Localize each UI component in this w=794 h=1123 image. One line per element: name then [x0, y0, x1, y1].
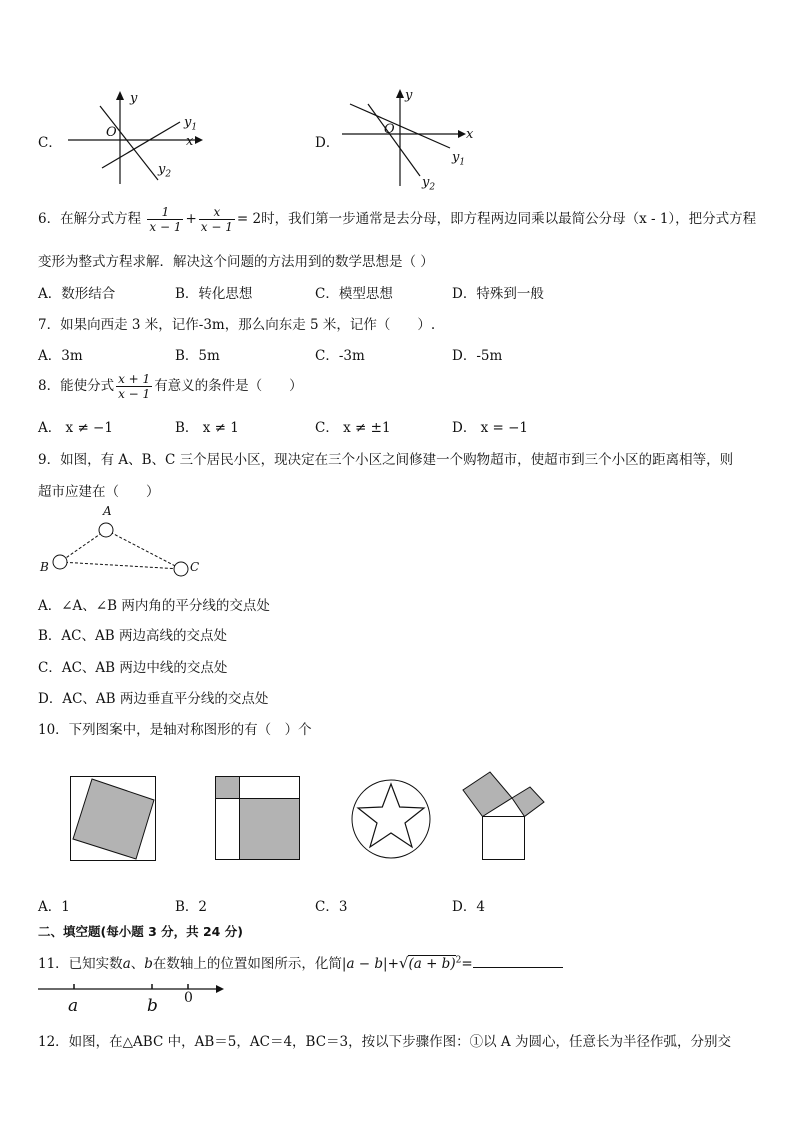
- q10-option-b: B．2: [175, 899, 208, 915]
- q9-option-d: D．AC、AB 两边垂直平分线的交点处: [38, 691, 269, 707]
- q7-text: 7．如果向西走 3 米，记作-3m，那么向东走 5 米，记作（ ）.: [38, 317, 436, 333]
- q5-c-y1: $y_1$: [184, 115, 198, 133]
- q5-option-d-label: D．: [315, 135, 340, 151]
- q10-option-d: D．4: [452, 899, 485, 915]
- q5-d-y1: $y_1$: [452, 150, 466, 168]
- q9-option-b: B．AC、AB 两边高线的交点处: [38, 628, 227, 644]
- q6-line1: 6．在解分式方程 $\frac{1}{x - 1}$ + $\frac{x}{x - 1}$ = 2时，我们第一步通常是去分母，即方程两边同乘以最简公分母（x - 1），把分式方程: [38, 205, 757, 234]
- q9-line2: 超市应建在（ ）: [38, 484, 160, 500]
- q5-c-axis-x: x: [186, 134, 194, 149]
- q9-option-c: C．AC、AB 两边中线的交点处: [38, 660, 228, 676]
- q8-option-d: D． x = −1: [452, 420, 529, 436]
- q11-text: 11．已知实数a、b在数轴上的位置如图所示，化简$|a - b|+√(a + b)^2=$: [38, 952, 563, 972]
- q6-option-b: B．转化思想: [175, 286, 253, 302]
- q11-axis-zero: 0: [184, 990, 193, 1006]
- q10-option-c: C．3: [315, 899, 348, 915]
- q11-axis-a: a: [68, 996, 79, 1016]
- q6-line2: 变形为整式方程求解．解决这个问题的方法用到的数学思想是（ ）: [38, 254, 434, 270]
- section-2-title: 二、填空题(每小题 3 分，共 24 分): [38, 924, 243, 939]
- q6-fraction-2: $\frac{x}{x - 1}$: [200, 205, 233, 234]
- q11-number-line: [38, 980, 228, 1000]
- q5-c-origin: O: [106, 125, 117, 140]
- q9-line1: 9．如图，有 A、B、C 三个居民小区，现决定在三个小区之间修建一个购物超市，使超市到三个小区的距离相等，则: [38, 452, 734, 468]
- q6-option-a: A．数形结合: [38, 286, 116, 302]
- q10-figure-split-square: [215, 776, 301, 862]
- q6-option-d: D．特殊到一般: [452, 286, 544, 302]
- q10-text: 10．下列图案中，是轴对称图形的有（ ）个: [38, 722, 312, 738]
- q7-option-b: B．5m: [175, 348, 220, 364]
- q7-option-c: C．-3m: [315, 348, 365, 364]
- q5-option-c-label: C．: [38, 135, 62, 151]
- q5-d-y2: $y_2$: [422, 175, 436, 193]
- q11-axis-b: b: [147, 996, 158, 1016]
- q8-fraction: $\frac{x + 1}{x - 1}$: [118, 372, 151, 401]
- q5-d-origin: O: [384, 122, 395, 137]
- q11-answer-blank: [473, 955, 563, 968]
- q7-option-d: D．-5m: [452, 348, 503, 364]
- q9-label-b: B: [40, 560, 49, 574]
- q8-option-a: A． x ≠ −1: [38, 420, 113, 436]
- q8-option-b: B． x ≠ 1: [175, 420, 239, 436]
- q7-option-a: A．3m: [38, 348, 83, 364]
- q8-option-c: C． x ≠ ±1: [315, 420, 391, 436]
- q10-option-a: A．1: [38, 899, 70, 915]
- q5-c-y2: $y_2$: [158, 162, 172, 180]
- q10-figure-tilted-square: [70, 776, 156, 862]
- q8-text: 8．能使分式 $\frac{x + 1}{x - 1}$ 有意义的条件是（ ）: [38, 372, 303, 401]
- q9-option-a: A．∠A、∠B 两内角的平分线的交点处: [38, 598, 270, 614]
- q10-figure-star-in-circle: [350, 778, 432, 860]
- q12-text: 12．如图，在△ABC 中，AB＝5，AC＝4，BC＝3，按以下步骤作图：①以 A 为圆心，任意长为半径作弧，分别交: [38, 1034, 731, 1050]
- q5-d-axis-y: y: [405, 88, 413, 103]
- q9-label-a: A: [103, 504, 112, 518]
- q5-d-axis-x: x: [466, 127, 474, 142]
- q10-figure-pythagoras: [460, 770, 550, 862]
- q6-fraction-1: $\frac{1}{x - 1}$: [149, 205, 182, 234]
- q9-label-c: C: [190, 560, 200, 574]
- q5-c-axis-y: y: [130, 91, 138, 106]
- q6-option-c: C．模型思想: [315, 286, 393, 302]
